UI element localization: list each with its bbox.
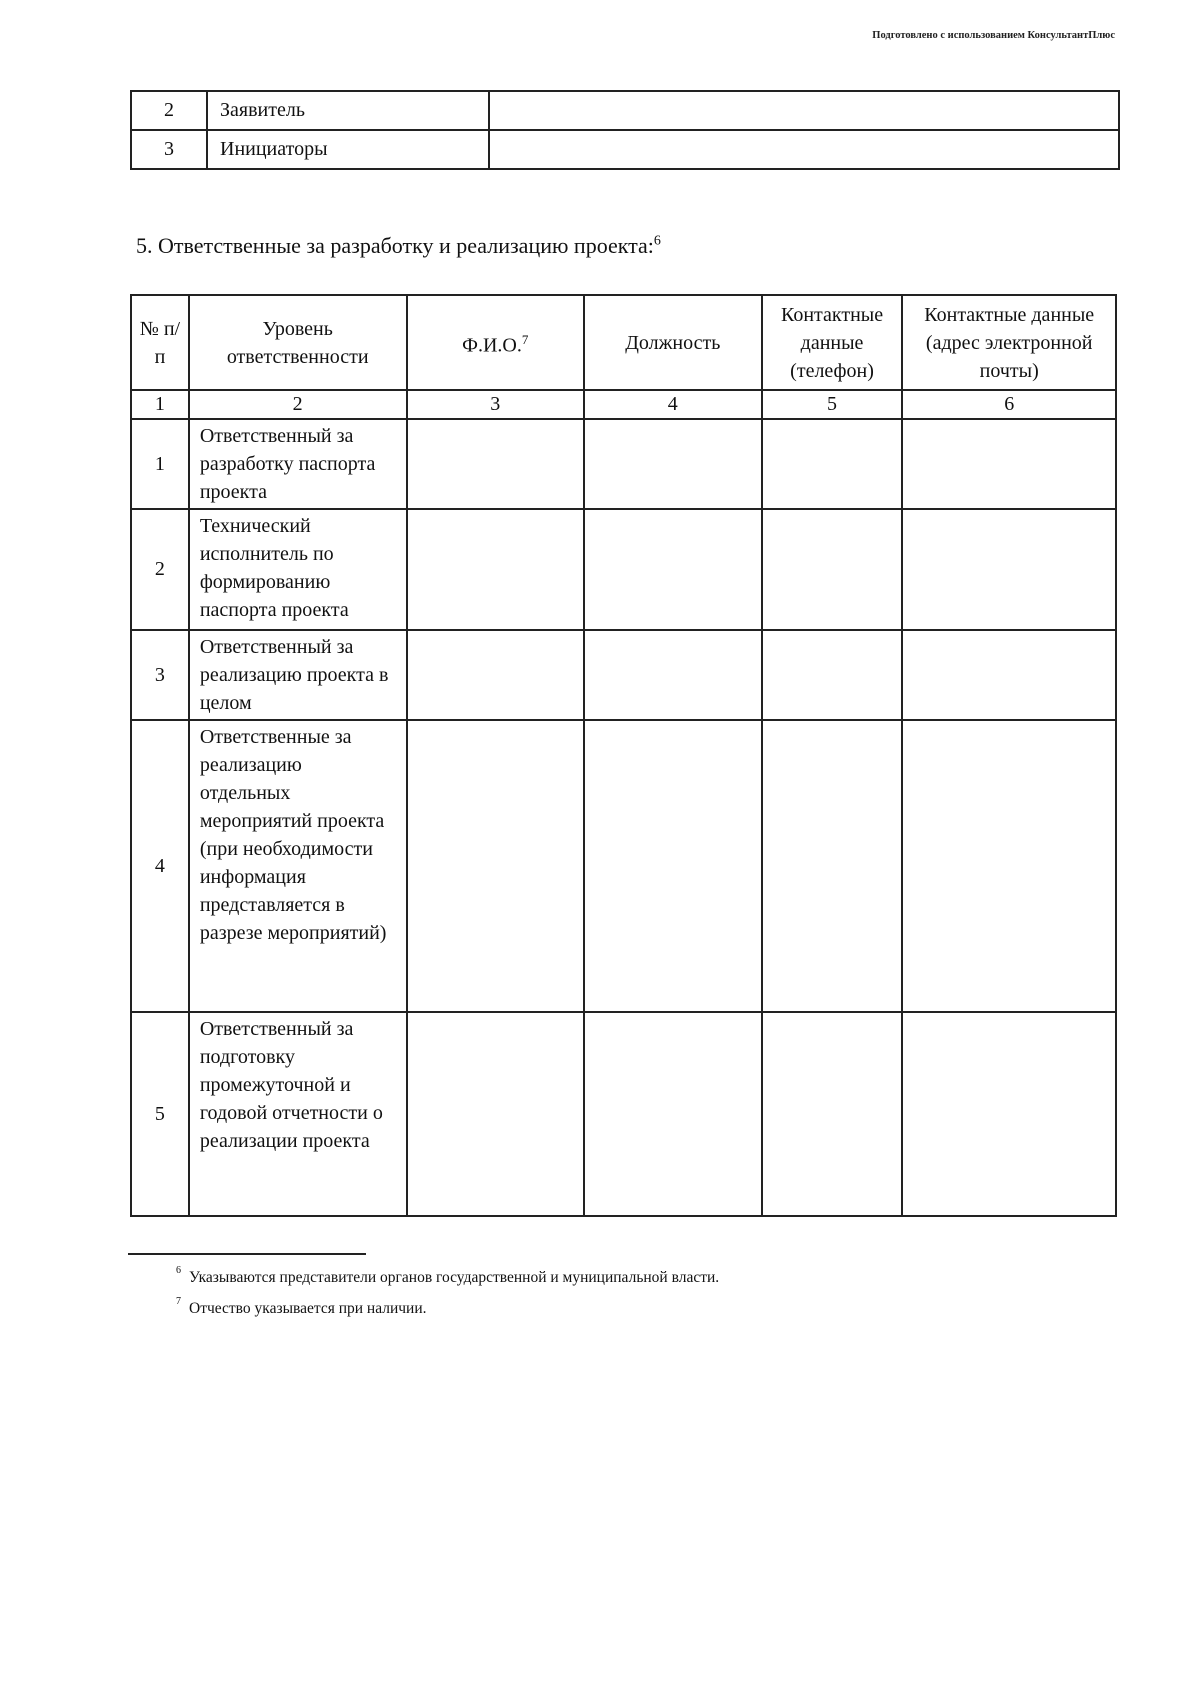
- document-header: Подготовлено с использованием КонсультантПлюс: [872, 30, 1115, 41]
- cell-phone: [762, 720, 903, 1012]
- row-value: [489, 130, 1119, 169]
- footnote: [176, 1291, 719, 1322]
- row-level: Ответственные за реализацию отдельных мероприятий проекта (при необходимости информация представляется в разрезе мероприятий): [189, 720, 407, 1012]
- row-number: 1: [131, 419, 189, 509]
- header-fio: [407, 295, 584, 390]
- row-label: Заявитель: [207, 91, 489, 130]
- column-number: 3: [407, 390, 584, 419]
- cell-phone: [762, 419, 903, 509]
- cell-fio: [407, 509, 584, 630]
- column-number: 1: [131, 390, 189, 419]
- row-number: 3: [131, 630, 189, 720]
- cell-email: [902, 630, 1116, 720]
- applicant-table: [130, 90, 1120, 170]
- footnote-text: Отчество указывается при наличии.: [189, 1300, 427, 1318]
- footnote-text: Указываются представители органов государственной и муниципальной власти.: [189, 1269, 720, 1287]
- column-number: 4: [584, 390, 762, 419]
- row-number: 4: [131, 720, 189, 1012]
- row-value: [489, 91, 1119, 130]
- cell-position: [584, 720, 762, 1012]
- table-row: [131, 720, 1116, 1012]
- cell-email: [902, 1012, 1116, 1216]
- footnote: [176, 1260, 719, 1291]
- header-fio-text: Ф.И.О.: [462, 334, 522, 357]
- table-row: [131, 630, 1116, 720]
- column-number: 5: [762, 390, 903, 419]
- section-title-text: 5. Ответственные за разработку и реализацию проекта:: [136, 233, 654, 258]
- header-level: Уровень ответственности: [189, 295, 407, 390]
- cell-fio: [407, 1012, 584, 1216]
- table-row: [131, 419, 1116, 509]
- header-num: № п/п: [131, 295, 189, 390]
- footnote-ref: 7: [521, 331, 529, 347]
- row-label: Инициаторы: [207, 130, 489, 169]
- row-level: Технический исполнитель по формированию паспорта проекта: [189, 509, 407, 630]
- footnote-divider: [128, 1253, 366, 1255]
- row-level: Ответственный за реализацию проекта в целом: [189, 630, 407, 720]
- table-row: [131, 130, 1119, 169]
- footnote-mark: 7: [176, 1296, 181, 1308]
- table-row: [131, 1012, 1116, 1216]
- table-row: [131, 509, 1116, 630]
- cell-email: [902, 720, 1116, 1012]
- cell-phone: [762, 1012, 903, 1216]
- column-number: 6: [902, 390, 1116, 419]
- cell-phone: [762, 509, 903, 630]
- section-title: [136, 233, 661, 259]
- row-level: Ответственный за разработку паспорта проекта: [189, 419, 407, 509]
- row-number: 5: [131, 1012, 189, 1216]
- cell-fio: [407, 720, 584, 1012]
- responsibles-table: [130, 294, 1117, 1217]
- row-level: Ответственный за подготовку промежуточной и годовой отчетности о реализации проекта: [189, 1012, 407, 1216]
- table-row: [131, 91, 1119, 130]
- footnote-ref: 6: [653, 233, 661, 249]
- column-number: 2: [189, 390, 407, 419]
- column-numbers-row: [131, 390, 1116, 419]
- table-header-row: [131, 295, 1116, 390]
- footnote-mark: 6: [176, 1265, 181, 1276]
- cell-email: [902, 509, 1116, 630]
- cell-phone: [762, 630, 903, 720]
- header-phone: Контактные данные (телефон): [762, 295, 903, 390]
- footnotes: [176, 1260, 719, 1322]
- header-position: Должность: [584, 295, 762, 390]
- cell-fio: [407, 419, 584, 509]
- row-number: 2: [131, 91, 207, 130]
- cell-position: [584, 1012, 762, 1216]
- cell-fio: [407, 630, 584, 720]
- row-number: 3: [131, 130, 207, 169]
- cell-email: [902, 419, 1116, 509]
- header-email: Контактные данные (адрес электронной почты): [902, 295, 1116, 390]
- cell-position: [584, 630, 762, 720]
- cell-position: [584, 509, 762, 630]
- cell-position: [584, 419, 762, 509]
- row-number: 2: [131, 509, 189, 630]
